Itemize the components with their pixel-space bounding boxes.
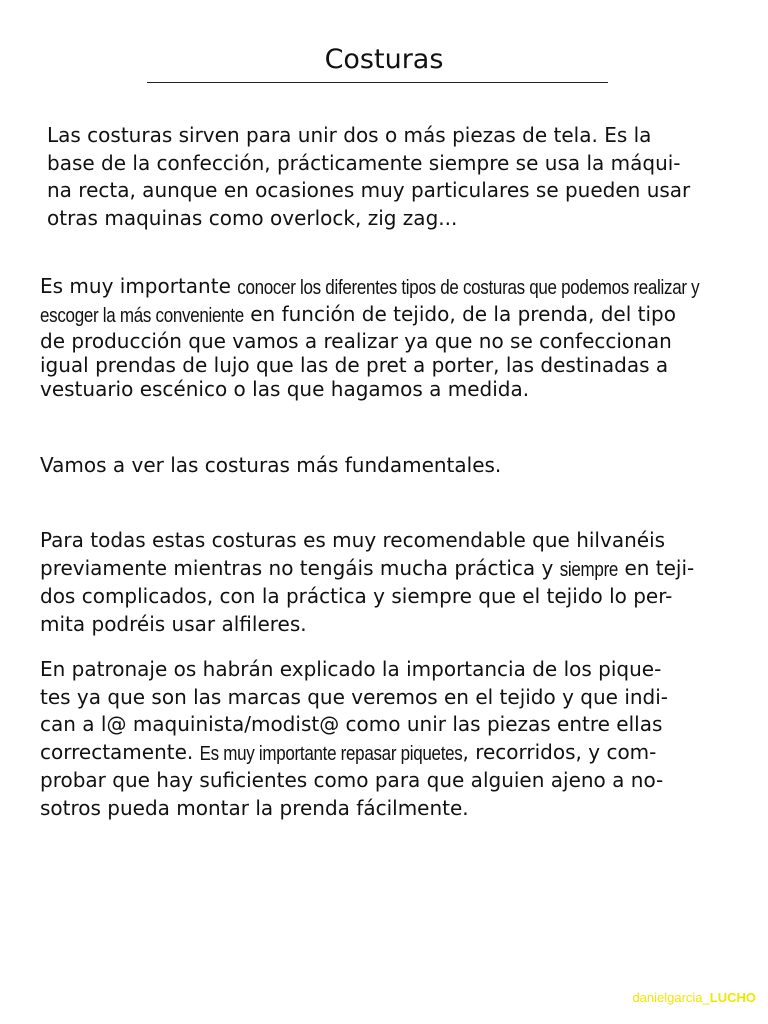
condensed-text: conocer los diferentes tipos de costuras que podemos realizar y <box>237 276 700 299</box>
text-line: Las costuras sirven para unir dos o más piezas de tela. Es la <box>47 123 652 147</box>
author-watermark <box>632 990 756 1005</box>
text-line: Vamos a ver las costuras más fundamentales. <box>40 453 502 477</box>
watermark-brand: LUCHO <box>709 990 756 1005</box>
text-span: previamente mientras no tengáis mucha práctica y <box>40 555 560 580</box>
text-line: Para todas estas costuras es muy recomendable que hilvanéis <box>40 528 666 552</box>
text-span: , recorridos, y com- <box>462 739 657 764</box>
text-line: vestuario escénico o las que hagamos a medida. <box>40 377 530 401</box>
paragraph-importance <box>40 273 699 401</box>
text-line: sotros pueda montar la prenda fácilmente. <box>40 795 469 820</box>
text-line: mita podréis usar alfileres. <box>40 611 307 636</box>
paragraph-basting <box>40 527 694 638</box>
paragraph-notches <box>40 656 668 822</box>
text-line <box>40 273 699 301</box>
text-line <box>40 301 699 329</box>
text-line: base de la confección, prácticamente siempre se usa la máqui- <box>47 150 681 175</box>
page-title: Costuras <box>324 44 444 75</box>
text-span: Es muy importante <box>40 274 238 298</box>
text-line <box>40 739 668 768</box>
paragraph-fundamentals <box>40 451 501 479</box>
title-underline <box>147 82 608 83</box>
paragraph-intro <box>47 122 690 232</box>
text-span: en función de tejido, de la prenda, del tipo <box>243 302 676 326</box>
text-line <box>40 555 694 584</box>
text-line: otras maquinas como overlock, zig zag... <box>47 205 458 230</box>
text-line: can a l@ maquinista/modist@ como unir las piezas entre ellas <box>40 712 663 736</box>
text-line: de producción que vamos a realizar ya que no se confeccionan <box>40 329 672 353</box>
condensed-text: siempre <box>559 557 619 581</box>
text-line: igual prendas de lujo que las de pret a porter, las destinadas a <box>40 353 669 377</box>
text-line: probar que hay suficientes como para que alguien ajeno a no- <box>40 768 664 792</box>
text-line: dos complicados, con la práctica y siempre que el tejido lo per- <box>40 584 673 608</box>
text-span: en teji- <box>618 555 695 580</box>
text-line: tes ya que son las marcas que veremos en el tejido y que indi- <box>40 684 669 709</box>
text-span: correctamente. <box>40 739 200 764</box>
condensed-text: escoger la más conveniente <box>40 304 244 327</box>
condensed-text: Es muy importante repasar piquetes <box>199 741 463 765</box>
watermark-name: danielgarcia_ <box>632 990 710 1005</box>
text-line: En patronaje os habrán explicado la importancia de los pique- <box>40 657 662 681</box>
text-line: na recta, aunque en ocasiones muy particulares se pueden usar <box>47 178 691 202</box>
